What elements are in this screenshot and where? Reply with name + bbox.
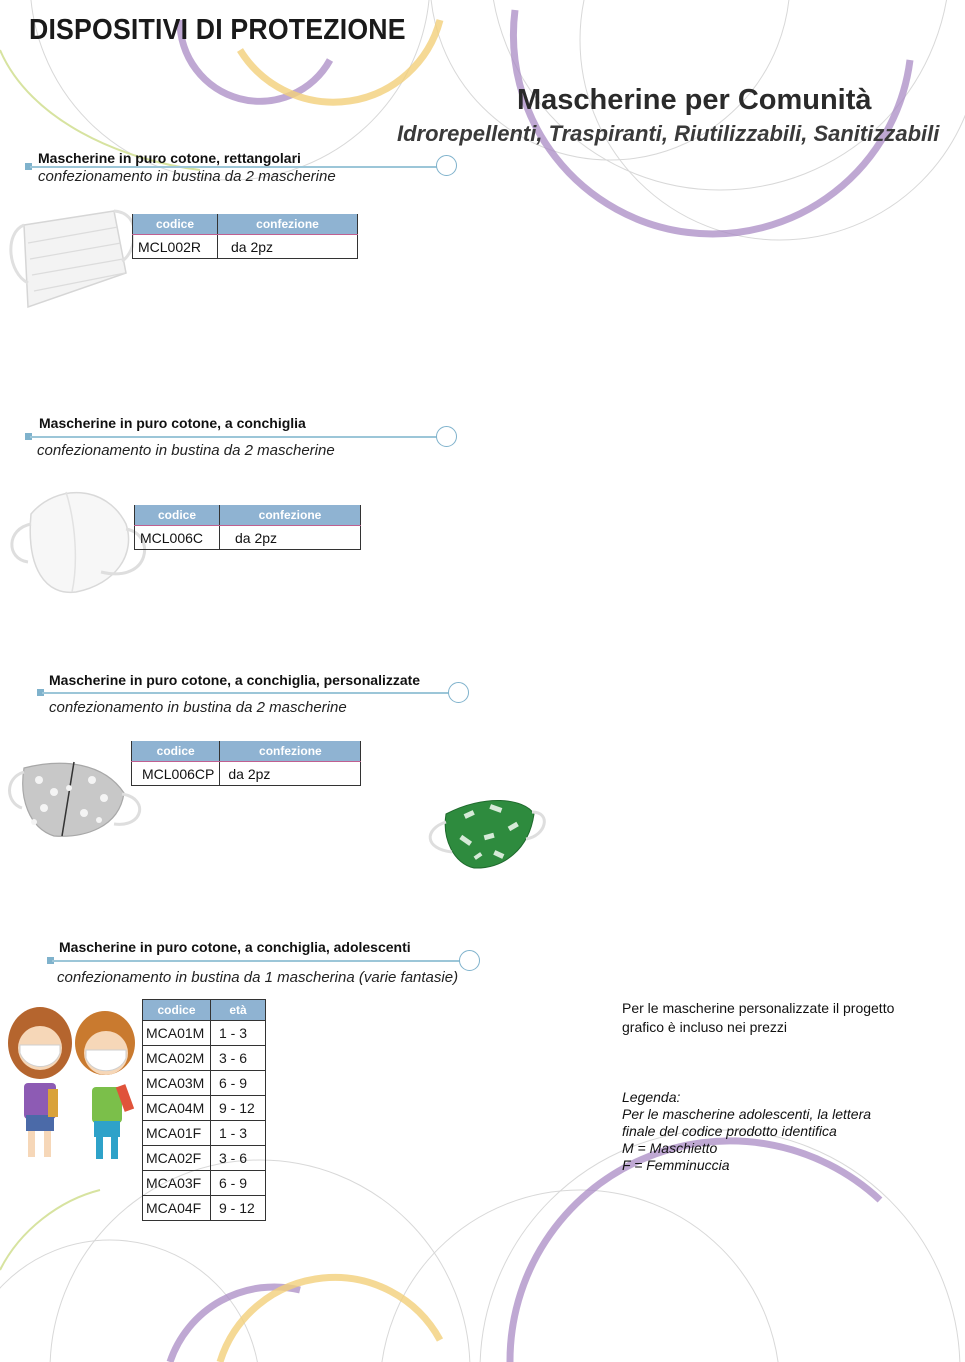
product-code: MCA03M <box>143 1071 211 1096</box>
legend-line: M = Maschietto <box>622 1140 718 1156</box>
legend-line: Per le mascherine adolescenti, la lettera <box>622 1106 872 1122</box>
age-range: 3 - 6 <box>211 1046 266 1071</box>
pack-size: da 2pz <box>218 235 358 259</box>
age-range: 9 - 12 <box>211 1196 266 1221</box>
document-title: DISPOSITIVI DI PROTEZIONE <box>29 14 406 46</box>
age-range: 3 - 6 <box>211 1146 266 1171</box>
table-row <box>143 1171 266 1196</box>
product-code: MCL002R <box>133 235 218 259</box>
age-range: 1 - 3 <box>211 1121 266 1146</box>
section-subtitle-shell: confezionamento in bustina da 2 mascherine <box>37 442 335 459</box>
note-line: Per le mascherine personalizzate il progetto <box>622 1000 895 1016</box>
product-table-shell <box>134 505 361 550</box>
section-title-teen: Mascherine in puro cotone, a conchiglia, adolescenti <box>59 939 411 955</box>
age-range: 9 - 12 <box>211 1096 266 1121</box>
section-title-rectangular: Mascherine in puro cotone, rettangolari <box>38 150 301 166</box>
product-code: MCA03F <box>143 1171 211 1196</box>
pack-size: da 2pz <box>220 762 361 786</box>
table-row <box>143 1096 266 1121</box>
age-range: 1 - 3 <box>211 1021 266 1046</box>
section-line-circle <box>436 426 457 447</box>
section-divider <box>30 436 440 438</box>
legend-line: finale del codice prodotto identifica <box>622 1123 837 1139</box>
column-header-pack: confezione <box>220 741 361 762</box>
column-header-code: codice <box>143 1000 211 1021</box>
product-code: MCL006C <box>135 526 220 550</box>
product-code: MCA04F <box>143 1196 211 1221</box>
table-row <box>143 1196 266 1221</box>
section-title-custom: Mascherine in puro cotone, a conchiglia, personalizzate <box>49 672 421 688</box>
column-header-code: codice <box>135 505 220 526</box>
table-row <box>132 762 361 786</box>
section-line-circle <box>436 155 457 176</box>
section-divider <box>30 166 440 168</box>
section-subtitle-teen: confezionamento in bustina da 1 mascherina (varie fantasie) <box>57 969 459 986</box>
section-line-circle <box>459 950 480 971</box>
legend <box>622 1089 871 1174</box>
table-row <box>135 526 361 550</box>
product-code: MCA01M <box>143 1021 211 1046</box>
custom-green-mask-image <box>424 794 549 874</box>
page-heading: Mascherine per Comunità <box>517 84 872 116</box>
rectangular-mask-image <box>4 203 134 313</box>
age-range: 6 - 9 <box>211 1071 266 1096</box>
table-row <box>143 1021 266 1046</box>
table-row <box>133 235 358 259</box>
product-code: MCA02F <box>143 1146 211 1171</box>
column-header-code: codice <box>132 741 220 762</box>
section-divider <box>42 692 452 694</box>
legend-line: F = Femminuccia <box>622 1157 730 1173</box>
custom-design-note <box>622 999 894 1037</box>
column-header-code: codice <box>133 214 218 235</box>
product-code: MCA02M <box>143 1046 211 1071</box>
table-row <box>143 1146 266 1171</box>
column-header-age: età <box>211 1000 266 1021</box>
column-header-pack: confezione <box>220 505 361 526</box>
table-row <box>143 1046 266 1071</box>
product-table-teen <box>142 999 266 1221</box>
product-code: MCL006CP <box>132 762 220 786</box>
section-title-shell: Mascherine in puro cotone, a conchiglia <box>39 415 306 431</box>
table-row <box>143 1121 266 1146</box>
section-subtitle-custom: confezionamento in bustina da 2 mascherine <box>49 699 347 716</box>
column-header-pack: confezione <box>218 214 358 235</box>
kids-illustration <box>2 1003 142 1168</box>
product-code: MCA04M <box>143 1096 211 1121</box>
table-row <box>143 1071 266 1096</box>
section-subtitle-rectangular: confezionamento in bustina da 2 mascherine <box>38 168 336 185</box>
product-code: MCA01F <box>143 1121 211 1146</box>
product-table-custom <box>131 741 361 786</box>
section-line-circle <box>448 682 469 703</box>
note-line: grafico è incluso nei prezzi <box>622 1019 787 1035</box>
age-range: 6 - 9 <box>211 1171 266 1196</box>
product-table-rectangular <box>132 214 358 259</box>
section-divider <box>52 960 464 962</box>
page-subheading: Idrorepellenti, Traspiranti, Riutilizzabili, Sanitizzabili <box>397 121 940 146</box>
shell-mask-image <box>6 484 151 599</box>
custom-gray-mask-image <box>4 758 144 843</box>
pack-size: da 2pz <box>220 526 361 550</box>
legend-title: Legenda: <box>622 1089 681 1105</box>
